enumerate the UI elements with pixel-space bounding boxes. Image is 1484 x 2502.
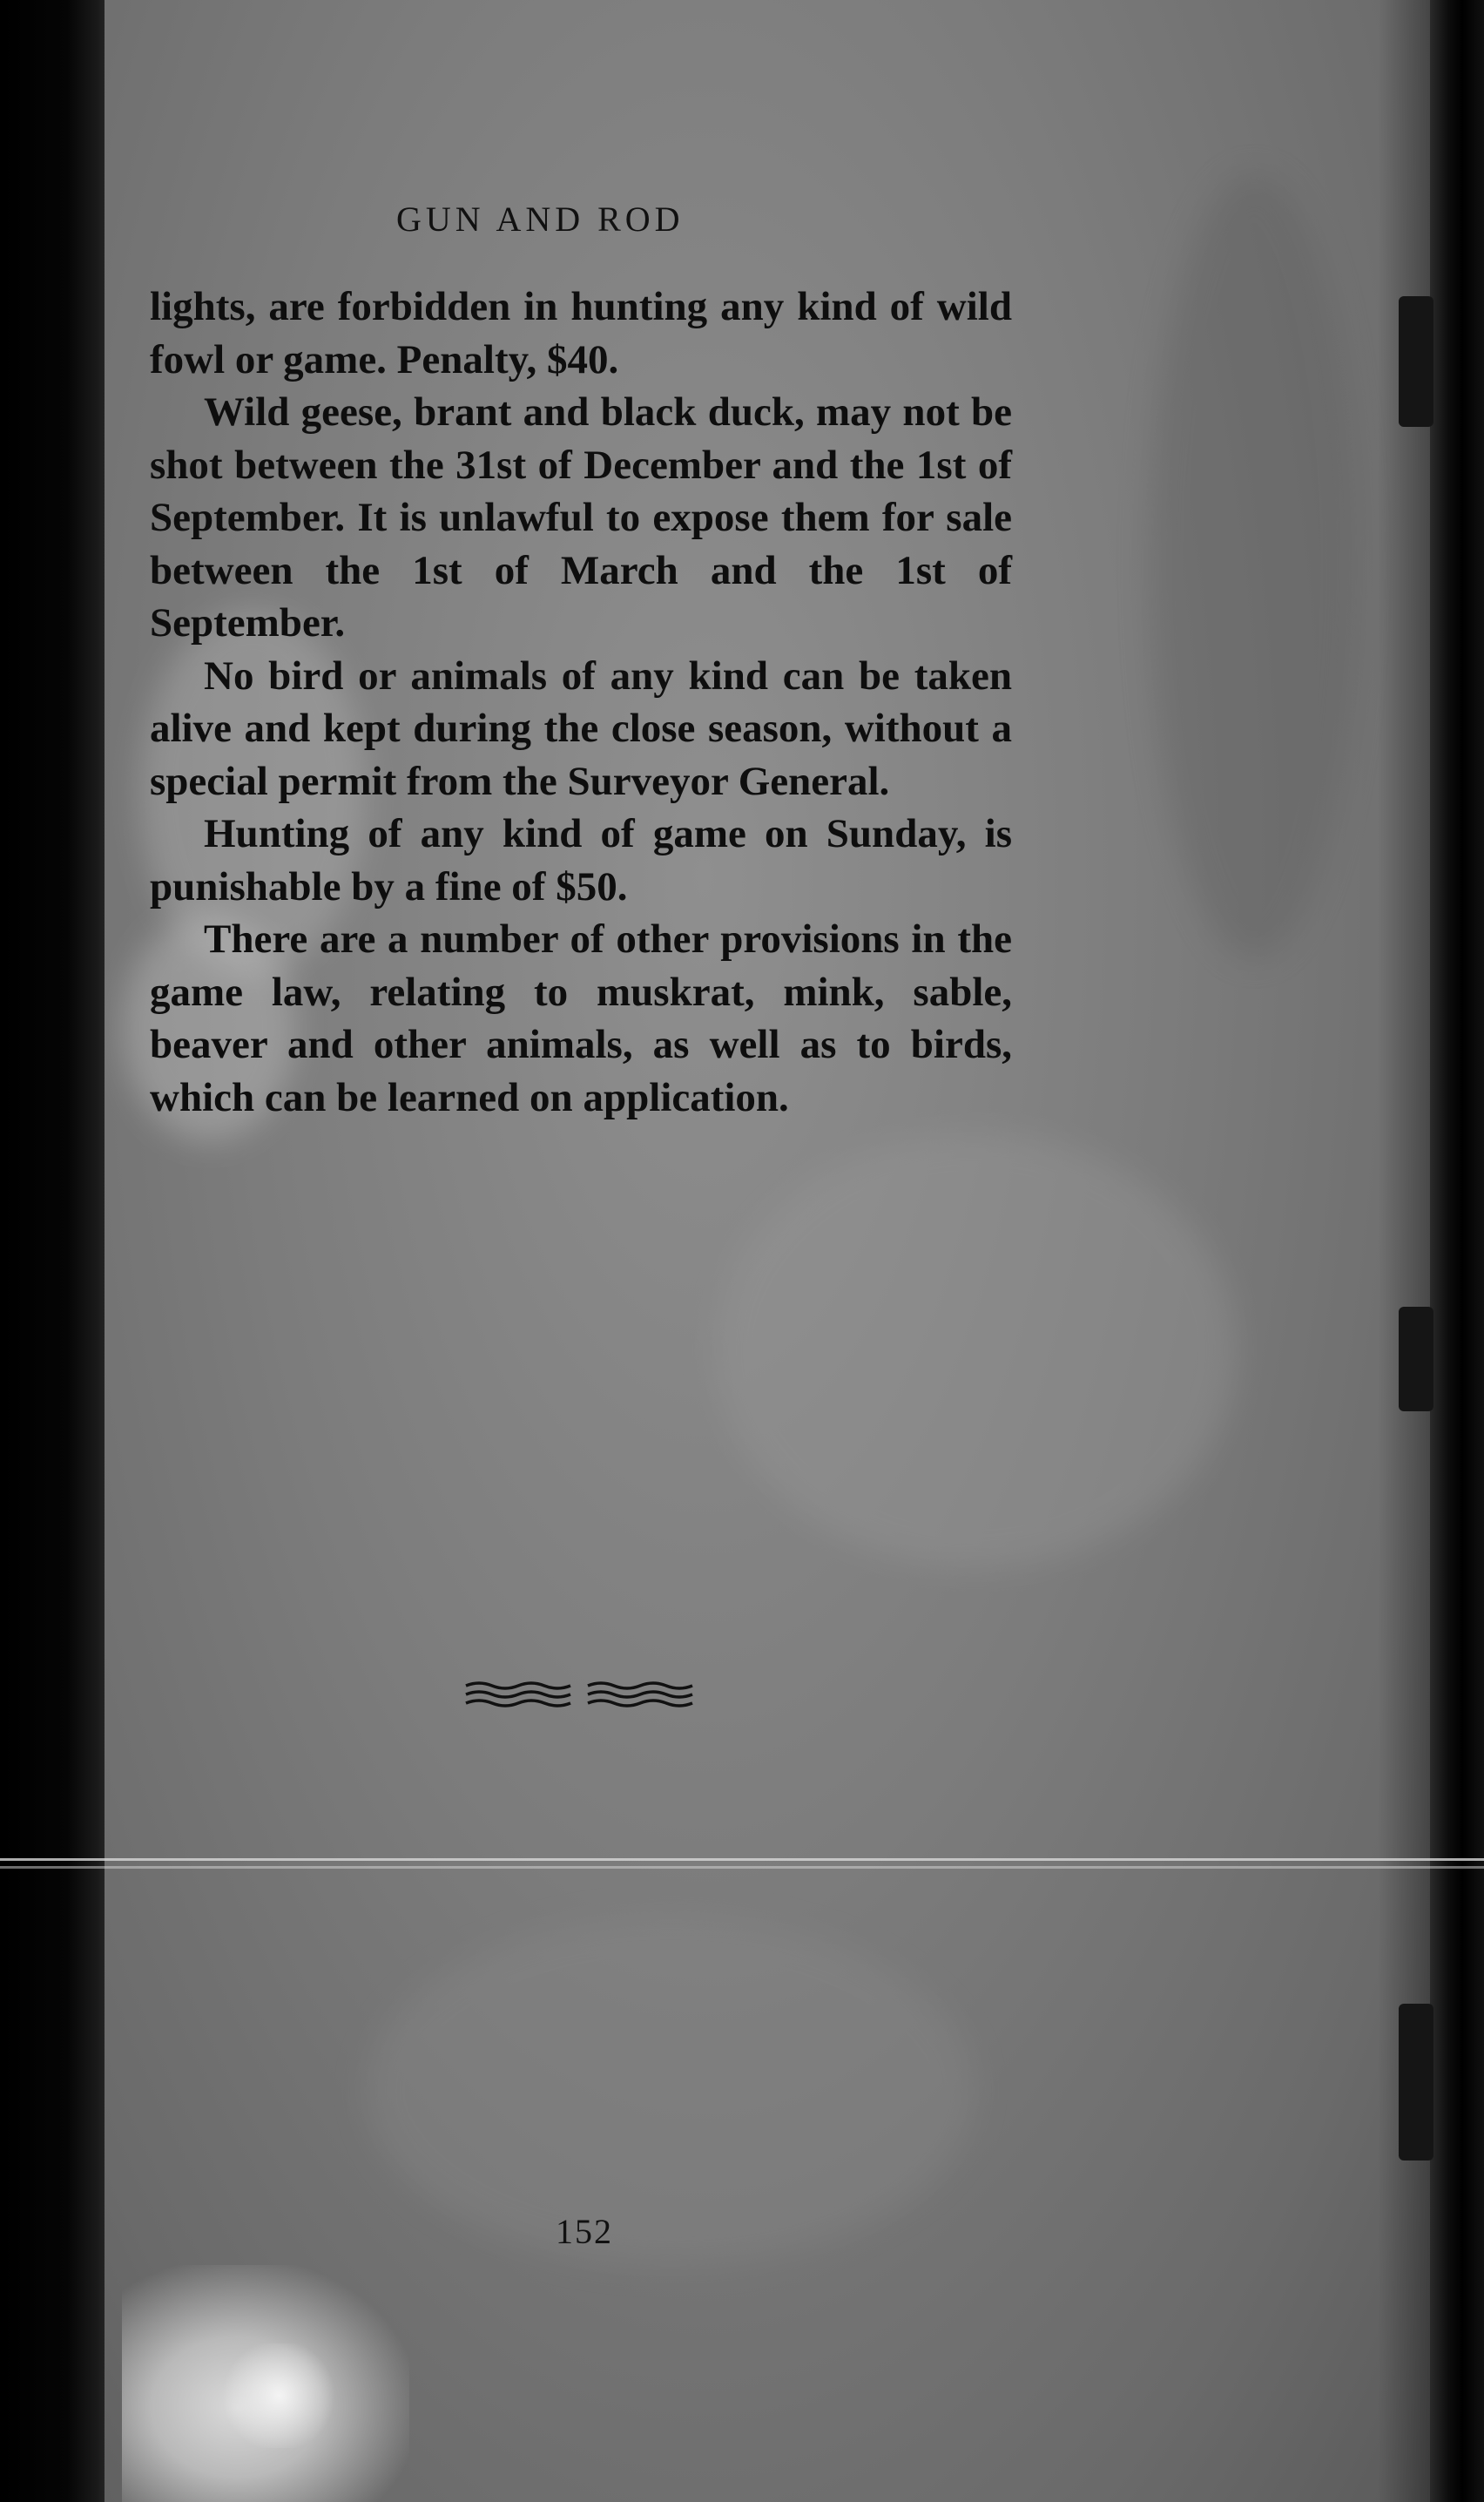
paragraph: There are a number of other provisions in the game law, relating to muskrat, mink, sable, beaver and other animals, as well as to birds, which can be learned on application. <box>150 916 1012 1120</box>
edge-tear <box>1399 2004 1433 2161</box>
torn-right-edge <box>1430 0 1484 2502</box>
scan-artifact-line <box>0 1866 1484 1869</box>
running-head: GUN AND ROD <box>396 199 685 239</box>
wavy-rule-ornament <box>462 1677 697 1715</box>
paragraph: Hunting of any kind of game on Sunday, is punishable by a fine of $50. <box>150 811 1012 910</box>
edge-tear <box>1399 1307 1433 1411</box>
body-text <box>150 281 1012 1124</box>
paragraph: Wild geese, brant and black duck, may not be shot between the 31st of December and the 1st of September. It is unlawful to expose them for sale between the 1st of March and the 1st of September. <box>150 389 1012 646</box>
scan-artifact-line <box>0 1858 1484 1861</box>
edge-tear <box>1399 296 1433 427</box>
paragraph: No bird or animals of any kind can be taken alive and kept during the close season, without a special permit from the Surveyor General. <box>150 653 1012 804</box>
paper-stain <box>366 1917 975 2265</box>
page-number: 152 <box>556 2212 613 2251</box>
binding-edge <box>0 0 122 2502</box>
paragraph: lights, are forbidden in hunting any kind of wild fowl or game. Penalty, $40. <box>150 284 1012 382</box>
corner-stain <box>218 2343 340 2448</box>
paper-stain <box>1150 174 1359 958</box>
paper-stain <box>714 1133 1237 1568</box>
